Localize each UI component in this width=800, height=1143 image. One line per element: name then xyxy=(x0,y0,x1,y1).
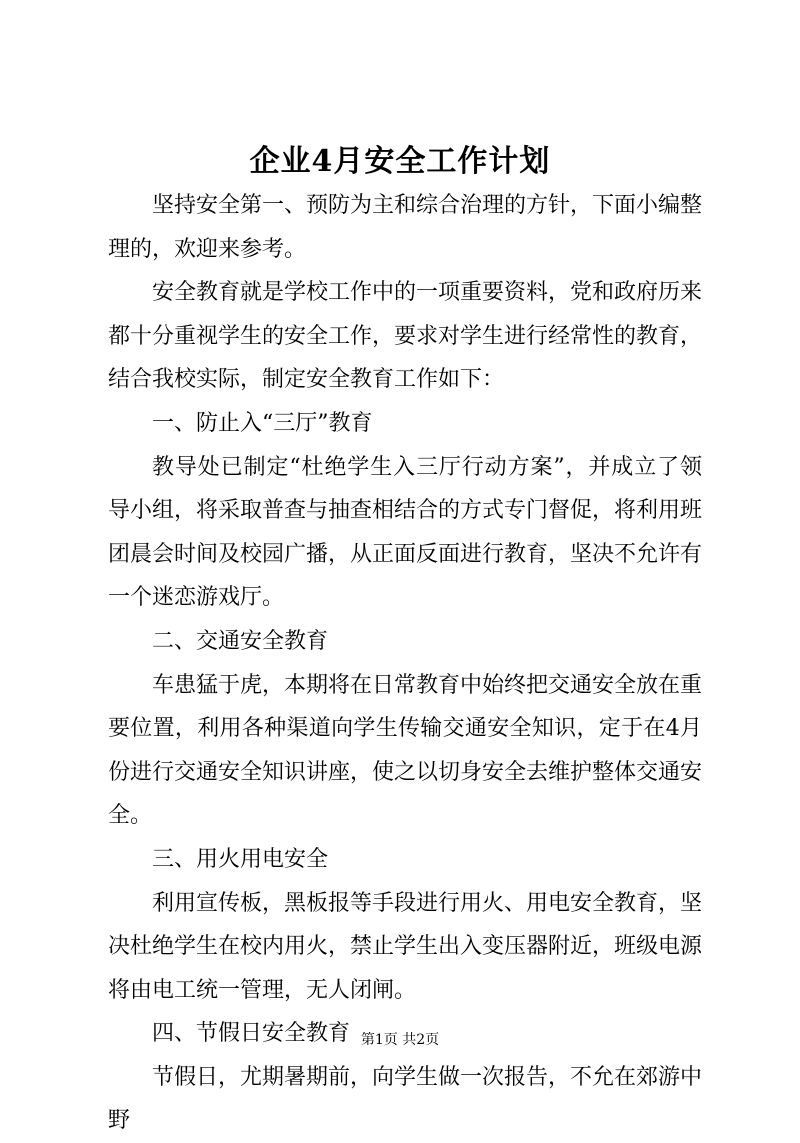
section-heading-2: 二、交通安全教育 xyxy=(152,628,329,654)
section-paragraph-3: 利用宣传板，黑板报等手段进行用火、用电安全教育，坚决杜绝学生在校内用火，禁止学生出入变压器附近，班级电源将由电工统一管理，无人闭闸。 xyxy=(108,890,703,1003)
section-heading-4: 四、节假日安全教育 xyxy=(152,1021,351,1047)
section-heading-3: 三、用火用电安全 xyxy=(152,846,329,872)
intro-paragraph: 坚持安全第一、预防为主和综合治理的方针，下面小编整理的，欢迎来参考。 xyxy=(108,193,703,262)
page-footer: 第1页 共2页 xyxy=(360,1032,440,1048)
section-paragraph-1: 教导处已制定“杜绝学生入三厅行动方案”，并成立了领导小组，将采取普查与抽查相结合的方式专门督促，将利用班团晨会时间及校园广播，从正面反面进行教育，坚决不允许有一个迷恋游戏厅。 xyxy=(108,454,703,611)
section-paragraph-2: 车患猛于虎，本期将在日常教育中始终把交通安全放在重要位置，利用各种渠道向学生传输交通安全知识，定于在4月份进行交通安全知识讲座，使之以切身安全去维护整体交通安全。 xyxy=(108,672,703,829)
section-heading-1: 一、防止入“三厅”教育 xyxy=(152,410,373,436)
overview-paragraph: 安全教育就是学校工作中的一项重要资料，党和政府历来都十分重视学生的安全工作，要求对学生进行经常性的教育，结合我校实际，制定安全教育工作如下： xyxy=(108,280,703,393)
document-title: 企业4月安全工作计划 xyxy=(249,144,551,179)
section-paragraph-4: 节假日，尤期暑期前，向学生做一次报告，不允在郊游中野 xyxy=(108,1064,703,1134)
document-body xyxy=(108,184,702,1143)
